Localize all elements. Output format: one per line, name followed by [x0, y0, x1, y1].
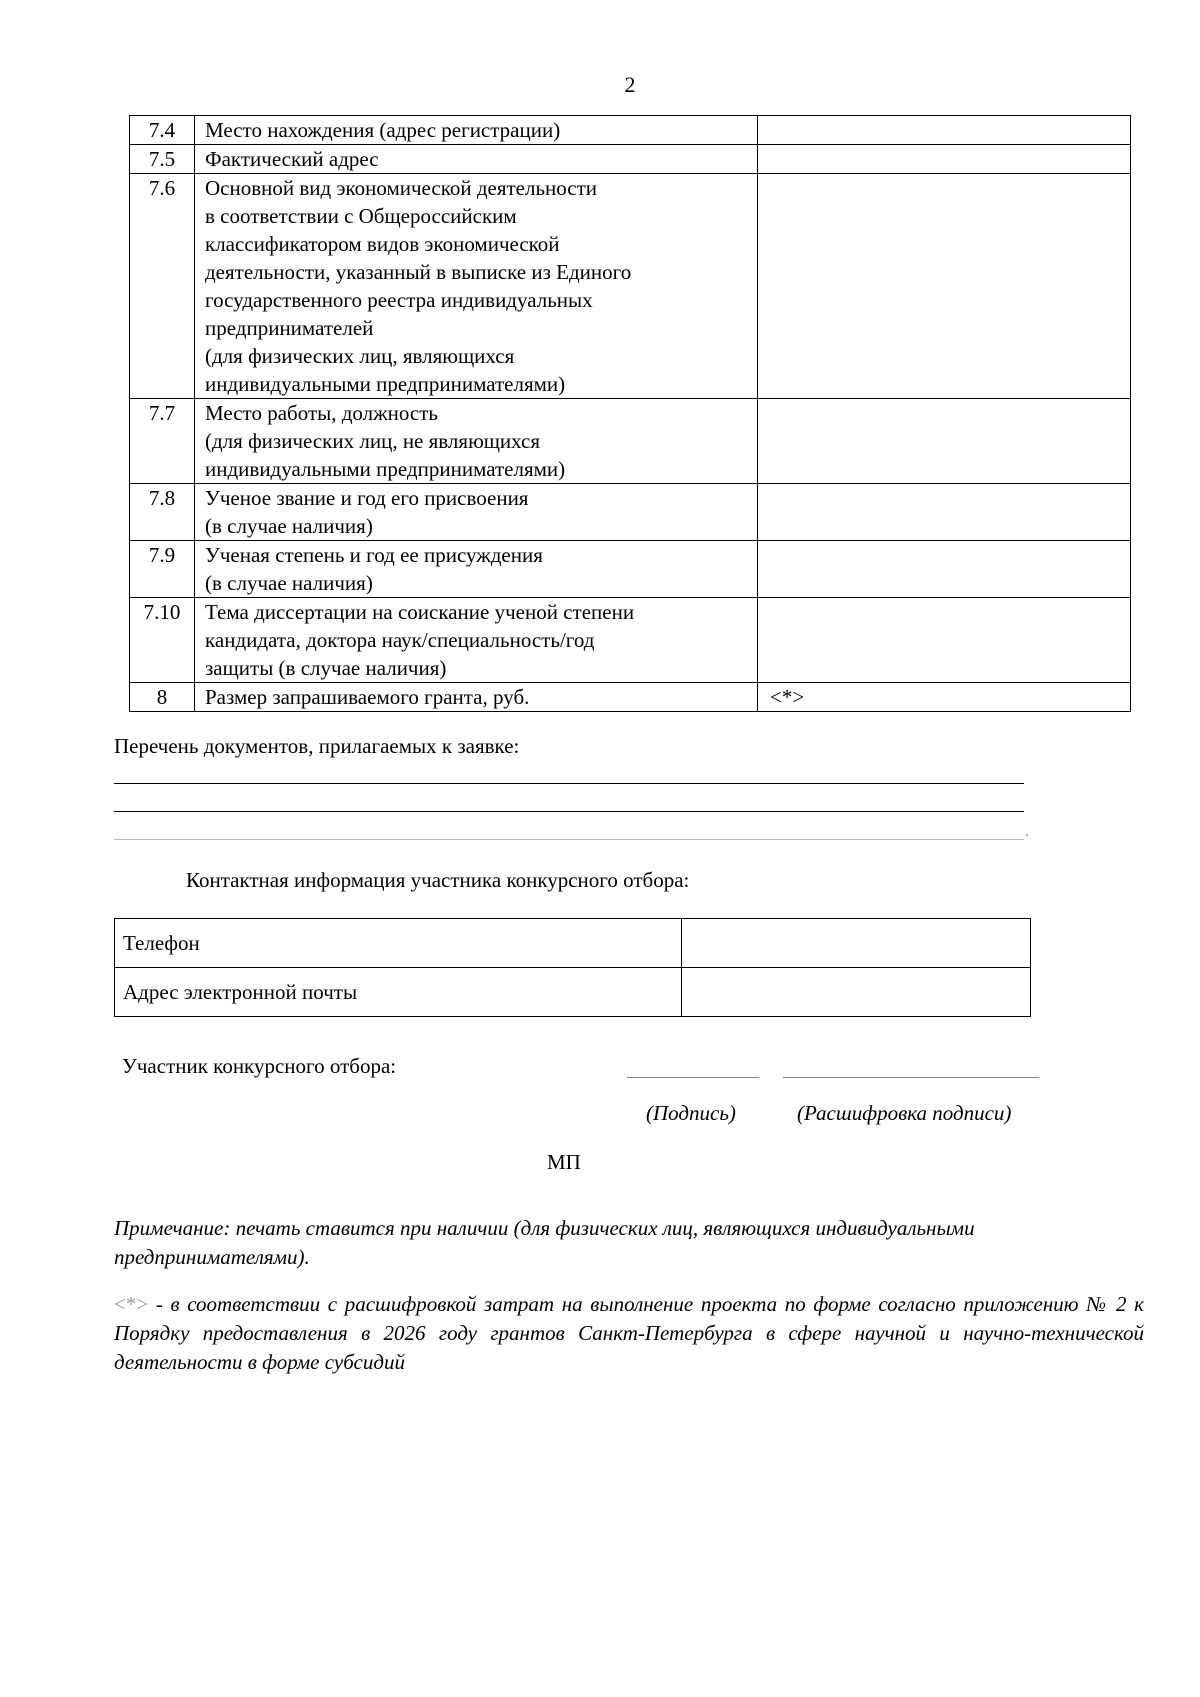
- row-description-line: государственного реестра индивидуальных: [205, 288, 593, 312]
- stamp-note: Примечание: печать ставится при наличии (для физических лиц, являющихся индивидуальными предпринимателями).: [114, 1216, 975, 1269]
- row-number: 7.8: [130, 484, 195, 541]
- phone-label: Телефон: [115, 919, 682, 968]
- phone-value[interactable]: [682, 919, 1031, 968]
- signature-line[interactable]: [627, 1077, 759, 1078]
- row-description-line: (в случае наличия): [205, 571, 373, 595]
- row-description-line: Ученая степень и год ее присуждения: [205, 543, 543, 567]
- row-description-line: (для физических лиц, не являющихся: [205, 429, 541, 453]
- footnote-mark: <*>: [114, 1292, 149, 1316]
- participant-label: Участник конкурсного отбора:: [122, 1054, 397, 1078]
- row-description-line: (в случае наличия): [205, 514, 373, 538]
- table-row: [130, 484, 1131, 541]
- row-value[interactable]: [758, 598, 1131, 683]
- row-description: [195, 683, 758, 712]
- row-description-line: Тема диссертации на соискание ученой степени: [205, 600, 635, 624]
- row-description-line: Место работы, должность: [205, 401, 438, 425]
- footnote-text: - в соответствии с расшифровкой затрат на выполнение проекта по форме согласно приложению № 2 к Порядку предоставления в 2026 году грантов Санкт-Петербурга в сфере научной и научно-технической деятельности в форме субсидий: [114, 1292, 1144, 1374]
- contact-table: [114, 918, 1031, 1017]
- row-description-line: классификатором видов экономической: [205, 232, 560, 256]
- row-number: 8: [130, 683, 195, 712]
- row-description-line: кандидата, доктора наук/специальность/год: [205, 628, 595, 652]
- row-value[interactable]: [758, 484, 1131, 541]
- row-value[interactable]: [758, 541, 1131, 598]
- contact-heading: Контактная информация участника конкурсного отбора:: [186, 868, 690, 892]
- row-value[interactable]: [758, 116, 1131, 145]
- page-number: 2: [624, 72, 636, 97]
- row-description-line: Место нахождения (адрес регистрации): [205, 118, 561, 142]
- row-description-line: Фактический адрес: [205, 147, 379, 171]
- documents-line-2[interactable]: [114, 811, 1024, 812]
- row-description-line: в соответствии с Общероссийским: [205, 204, 517, 228]
- contact-row-phone: [115, 919, 1031, 968]
- signature-caption: (Подпись): [646, 1101, 736, 1125]
- row-description: [195, 145, 758, 174]
- row-value[interactable]: [758, 174, 1131, 399]
- email-value[interactable]: [682, 968, 1031, 1017]
- row-description: [195, 116, 758, 145]
- row-description-line: защиты (в случае наличия): [205, 656, 447, 680]
- table-row: [130, 116, 1131, 145]
- table-row: [130, 145, 1131, 174]
- table-row: [130, 174, 1131, 399]
- documents-list-label: Перечень документов, прилагаемых к заявке:: [114, 734, 520, 758]
- row-description-line: (для физических лиц, являющихся: [205, 344, 515, 368]
- documents-line-3[interactable]: [114, 839, 1024, 840]
- signature-decode-caption: (Расшифровка подписи): [797, 1101, 1012, 1125]
- row-number: 7.10: [130, 598, 195, 683]
- row-description-line: индивидуальными предпринимателями): [205, 457, 566, 481]
- row-description: [195, 598, 758, 683]
- documents-line-1[interactable]: [114, 783, 1024, 784]
- row-description-line: Основной вид экономической деятельности: [205, 176, 598, 200]
- row-description: [195, 484, 758, 541]
- footnote: [114, 1290, 1144, 1377]
- row-description-line: индивидуальными предпринимателями): [205, 372, 566, 396]
- row-value[interactable]: [758, 399, 1131, 484]
- row-value[interactable]: [758, 145, 1131, 174]
- row-description: [195, 541, 758, 598]
- row-description: [195, 399, 758, 484]
- row-description-line: предпринимателей: [205, 316, 374, 340]
- row-number: 7.6: [130, 174, 195, 399]
- row-description-line: деятельности, указанный в выписке из Единого: [205, 260, 632, 284]
- row-description-line: Ученое звание и год его присвоения: [205, 486, 529, 510]
- contact-row-email: [115, 968, 1031, 1017]
- documents-line-end-mark: .: [1025, 823, 1029, 840]
- row-value[interactable]: <*>: [758, 683, 1131, 712]
- email-label: Адрес электронной почты: [115, 968, 682, 1017]
- row-number: 7.7: [130, 399, 195, 484]
- row-description: [195, 174, 758, 399]
- application-table: [129, 115, 1131, 712]
- table-row: [130, 541, 1131, 598]
- row-number: 7.5: [130, 145, 195, 174]
- row-number: 7.9: [130, 541, 195, 598]
- row-number: 7.4: [130, 116, 195, 145]
- table-row: [130, 598, 1131, 683]
- stamp-place: МП: [547, 1150, 581, 1174]
- row-description-line: Размер запрашиваемого гранта, руб.: [205, 685, 530, 709]
- table-row: [130, 683, 1131, 712]
- signature-decode-line[interactable]: [783, 1077, 1039, 1078]
- table-row: [130, 399, 1131, 484]
